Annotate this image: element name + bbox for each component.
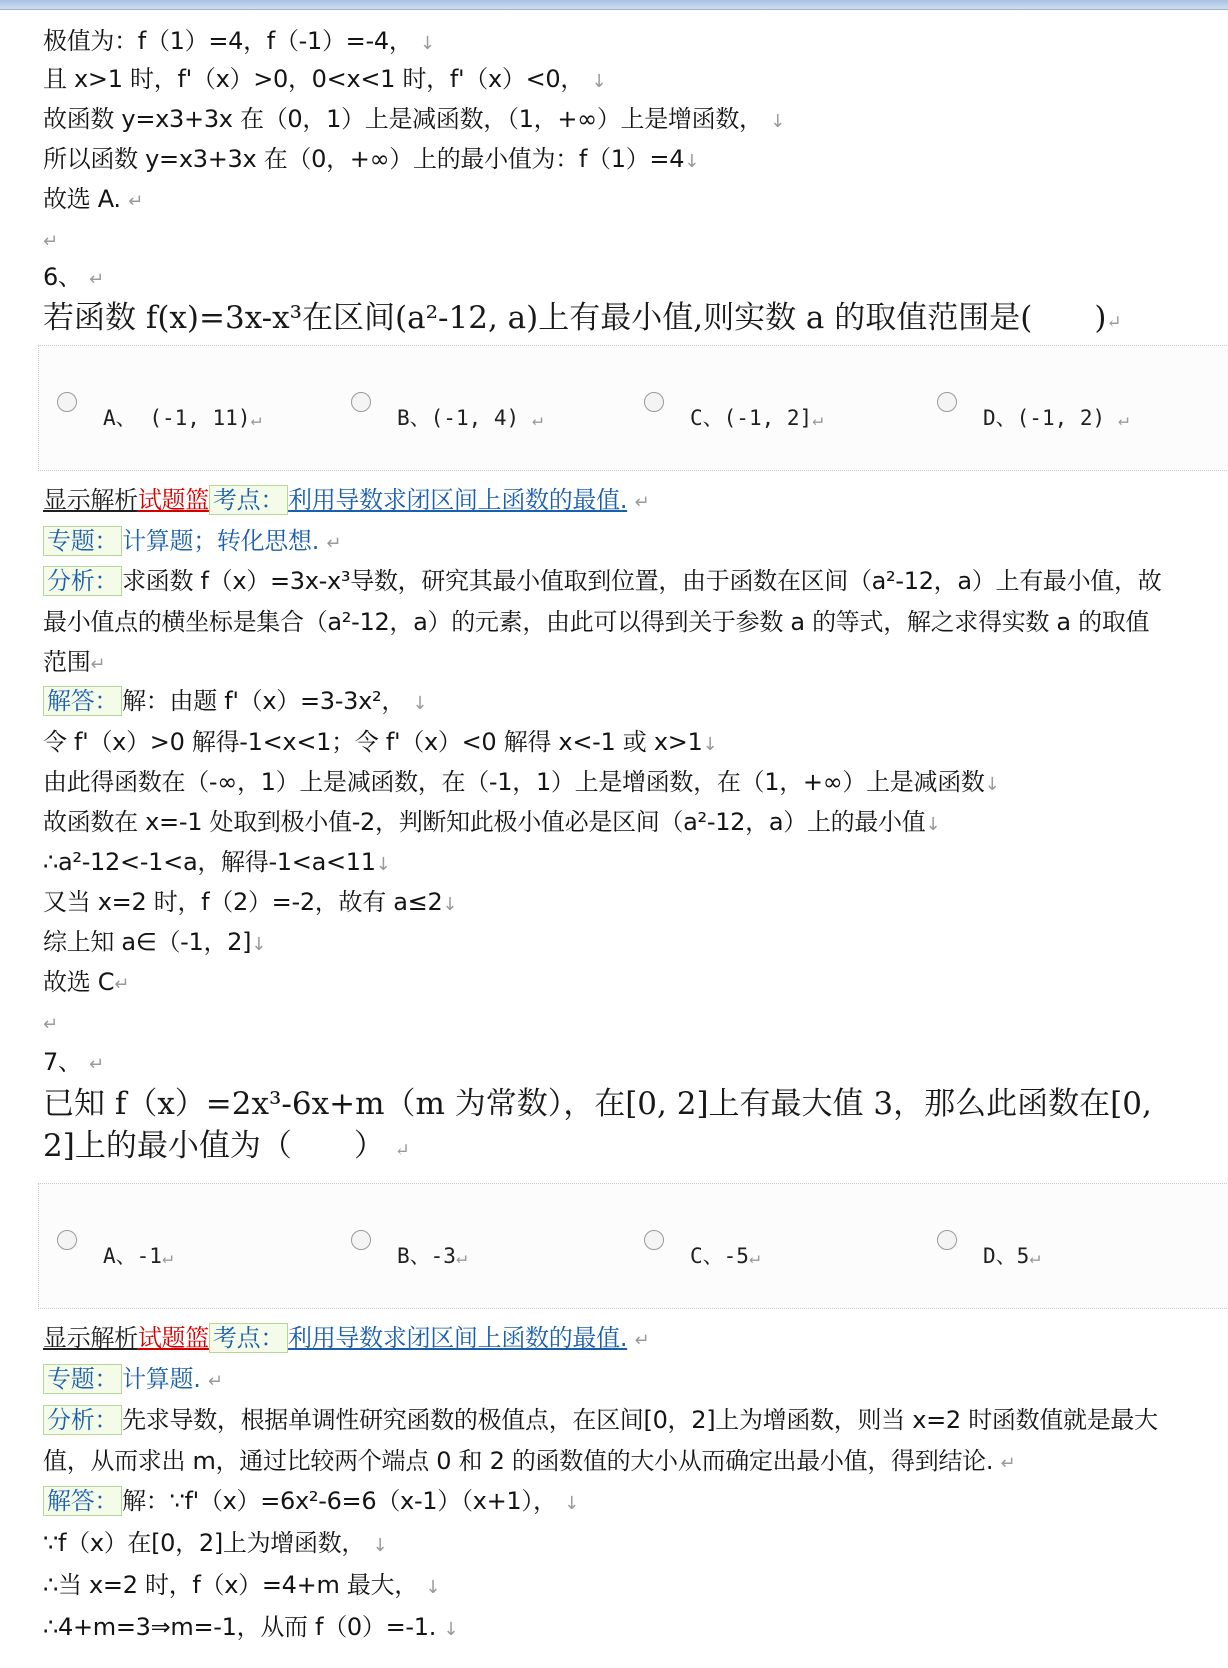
analysis-header: 显示解析试题篮 考点： 利用导数求闭区间上函数的最值. ↵ bbox=[43, 1324, 650, 1352]
radio-button-icon[interactable] bbox=[351, 1230, 371, 1250]
empty-paragraph: ↵ bbox=[43, 231, 58, 252]
kaodian-link[interactable]: 利用导数求闭区间上函数的最值. bbox=[288, 486, 628, 514]
fenxi-line: 分析： 求函数 f（x）=3x-x³导数，研究其最小值取到位置，由于函数在区间（a²-12，a）上有最小值，故 bbox=[43, 566, 1161, 596]
text-line: 又当 x=2 时，f（2）=-2，故有 a≤2↓ bbox=[43, 888, 458, 916]
option-a[interactable]: A、-1↵ bbox=[57, 1242, 173, 1272]
jieda-tag: 解答： bbox=[43, 1486, 122, 1516]
show-analysis-link[interactable]: 显示解析 bbox=[43, 1324, 138, 1352]
kaodian-link[interactable]: 利用导数求闭区间上函数的最值. bbox=[288, 1324, 628, 1352]
options-box bbox=[38, 1183, 1228, 1309]
radio-button-icon[interactable] bbox=[644, 1230, 664, 1250]
text-line: ∵f（x）在[0，2]上为增函数， ↓ bbox=[43, 1529, 388, 1557]
radio-button-icon[interactable] bbox=[937, 392, 957, 412]
question-stem: 若函数 f(x)=3x-x³在区间(a²-12, a)上有最小值,则实数 a 的取值范围是( )↵ bbox=[43, 300, 1122, 336]
text-line: ∴a²-12<-1<a，解得-1<a<11↓ bbox=[43, 848, 391, 876]
fenxi-tag: 分析： bbox=[43, 566, 122, 596]
text-line: 故函数 y=x3+3x 在（0，1）上是减函数，（1，+∞）上是增函数， ↓ bbox=[43, 105, 785, 133]
kaodian-tag: 考点： bbox=[209, 485, 288, 515]
option-c[interactable]: C、-5↵ bbox=[644, 1242, 760, 1272]
radio-button-icon[interactable] bbox=[351, 392, 371, 412]
option-d[interactable]: D、(-1, 2) ↵ bbox=[937, 404, 1129, 434]
question-stem: 已知 f（x）=2x³-6x+m（m 为常数），在[0, 2]上有最大值 3，那么此函数在[0, bbox=[43, 1086, 1152, 1122]
zhuanti-line: 专题： 计算题. ↵ bbox=[43, 1364, 223, 1397]
text-line: 所以函数 y=x3+3x 在（0，+∞）上的最小值为：f（1）=4↓ bbox=[43, 145, 699, 173]
text-line: 值，从而求出 m，通过比较两个端点 0 和 2 的函数值的大小从而确定出最小值，得到结论. ↵ bbox=[43, 1447, 1016, 1475]
option-d[interactable]: D、5↵ bbox=[937, 1242, 1040, 1272]
zhuanti-tag: 专题： bbox=[43, 526, 122, 556]
analysis-header: 显示解析试题篮 考点： 利用导数求闭区间上函数的最值. ↵ bbox=[43, 486, 650, 514]
fenxi-line: 分析： 先求导数，根据单调性研究函数的极值点，在区间[0，2]上为增函数，则当 x=2 时函数值就是最大 bbox=[43, 1405, 1158, 1435]
option-c[interactable]: C、(-1, 2]↵ bbox=[644, 404, 823, 434]
empty-paragraph: ↵ bbox=[43, 1014, 58, 1035]
radio-button-icon[interactable] bbox=[57, 1230, 77, 1250]
kaodian-tag: 考点： bbox=[209, 1323, 288, 1353]
text-line: 令 f'（x）>0 解得-1<x<1；令 f'（x）<0 解得 x<-1 或 x>1↓ bbox=[43, 728, 718, 756]
zhuanti-tag: 专题： bbox=[43, 1364, 122, 1394]
text-line: 故选 A. ↵ bbox=[43, 185, 143, 213]
show-analysis-link[interactable]: 显示解析 bbox=[43, 486, 138, 514]
text-line: 综上知 a∈（-1，2]↓ bbox=[43, 928, 267, 956]
zhuanti-line: 专题： 计算题；转化思想. ↵ bbox=[43, 526, 341, 559]
text-line: 故选 C↵ bbox=[43, 968, 129, 996]
radio-button-icon[interactable] bbox=[644, 392, 664, 412]
radio-button-icon[interactable] bbox=[57, 392, 77, 412]
text-line: 故函数在 x=-1 处取到极小值-2，判断知此极小值必是区间（a²-12，a）上的最小值↓ bbox=[43, 808, 941, 836]
question-number: 7、 ↵ bbox=[43, 1048, 104, 1076]
question-number: 6、 ↵ bbox=[43, 263, 104, 291]
jieda-tag: 解答： bbox=[43, 686, 122, 716]
text-line: 且 x>1 时，f'（x）>0，0<x<1 时，f'（x）<0， ↓ bbox=[43, 65, 607, 93]
window-top-strip bbox=[0, 0, 1228, 10]
text-line: 范围↵ bbox=[43, 648, 106, 676]
option-b[interactable]: B、-3↵ bbox=[351, 1242, 467, 1272]
text-line: 由此得函数在（-∞，1）上是减函数，在（-1，1）上是增函数，在（1，+∞）上是减函数↓ bbox=[43, 768, 1000, 796]
jieda-line: 解答： 解：由题 f'（x）=3-3x²， ↓ bbox=[43, 686, 427, 719]
text-line: ∴4+m=3⇒m=-1，从而 f（0）=-1. ↓ bbox=[43, 1613, 459, 1641]
jieda-line: 解答： 解：∵f'（x）=6x²-6=6（x-1）（x+1）， ↓ bbox=[43, 1486, 579, 1519]
add-to-basket-link[interactable]: 试题篮 bbox=[137, 486, 209, 514]
question-stem-cont: 2]上的最小值为（ ） ↵ bbox=[43, 1128, 410, 1164]
text-line: ∴当 x=2 时，f（x）=4+m 最大， ↓ bbox=[43, 1571, 441, 1599]
option-a[interactable]: A、 (-1, 11)↵ bbox=[57, 404, 261, 434]
options-box bbox=[38, 345, 1228, 471]
text-line: 极值为：f（1）=4，f（-1）=-4， ↓ bbox=[43, 27, 435, 55]
add-to-basket-link[interactable]: 试题篮 bbox=[137, 1324, 209, 1352]
fenxi-tag: 分析： bbox=[43, 1405, 122, 1435]
text-line: 最小值点的横坐标是集合（a²-12，a）的元素，由此可以得到关于参数 a 的等式，解之求得实数 a 的取值 bbox=[43, 608, 1150, 636]
option-b[interactable]: B、(-1, 4) ↵ bbox=[351, 404, 543, 434]
radio-button-icon[interactable] bbox=[937, 1230, 957, 1250]
